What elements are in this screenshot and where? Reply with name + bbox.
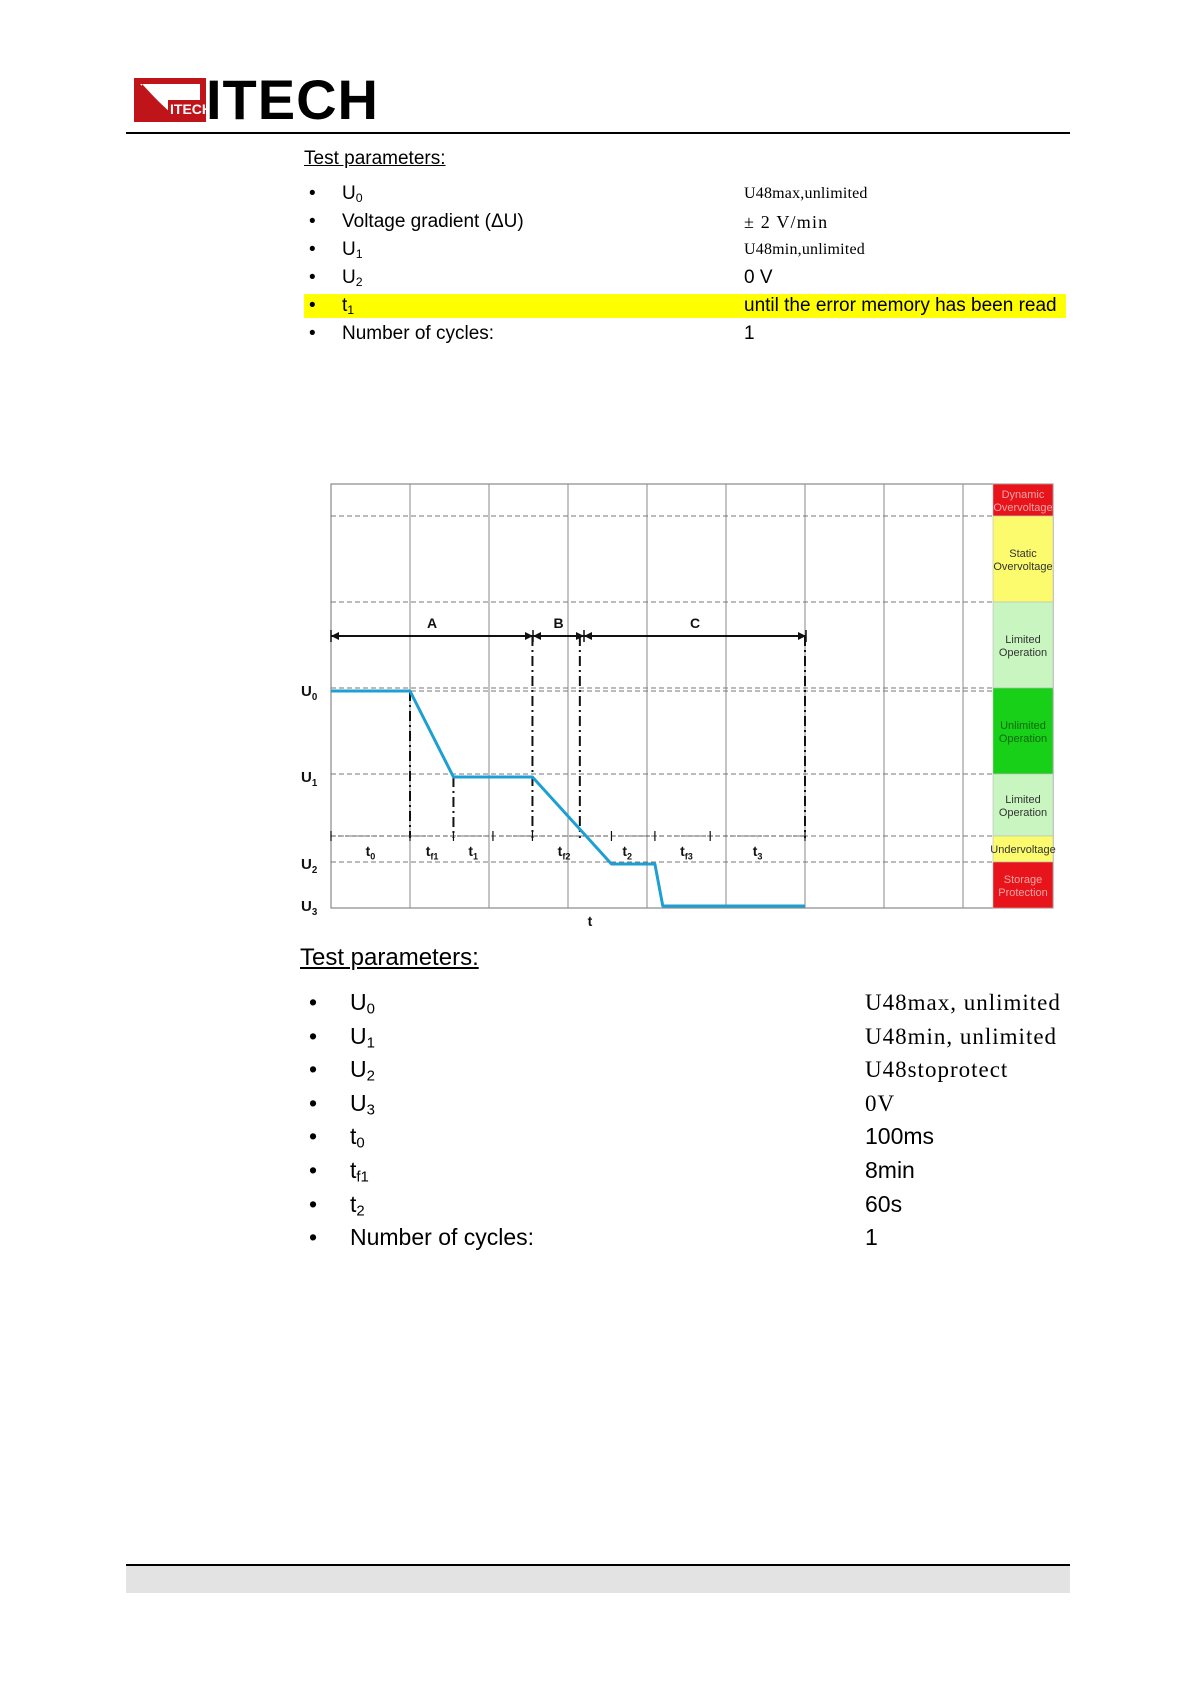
parameter-label-subscript: 1 — [347, 303, 355, 318]
zone-label: Limited — [1005, 794, 1041, 806]
parameter-value: until the error memory has been read — [744, 295, 1057, 316]
y-level-label: $U_2$ — [301, 856, 318, 876]
plot-frame — [331, 484, 1056, 908]
bullet-icon: • — [309, 295, 316, 316]
parameter-row — [304, 320, 1066, 348]
parameter-label-text: U — [342, 183, 356, 204]
parameter-label-subscript: 2 — [356, 1202, 365, 1220]
parameter-label-text: Voltage gradient (ΔU) — [342, 211, 524, 232]
zone-label: Overvoltage — [993, 561, 1053, 573]
voltage-profile-chart — [295, 478, 1065, 938]
bullet-icon: • — [309, 211, 316, 232]
bullet-icon: • — [309, 1156, 318, 1183]
y-level-label: $U_3$ — [301, 898, 318, 918]
parameter-label-text: U — [342, 267, 356, 288]
parameter-label-text: Number of cycles: — [350, 1224, 535, 1251]
bullet-icon: • — [309, 1190, 318, 1217]
parameter-label-text: U — [350, 1022, 367, 1049]
parameter-label — [350, 986, 375, 1019]
parameter-row — [304, 208, 1066, 236]
bullet-icon: • — [309, 183, 316, 204]
section1-title: Test parameters: — [304, 148, 446, 169]
time-segment-label: $t_0$ — [365, 843, 376, 862]
time-segment-label: $t_1$ — [468, 843, 479, 862]
parameter-row — [304, 1154, 1074, 1188]
parameter-label-subscript: 2 — [366, 1067, 375, 1085]
section1-parameter-list — [304, 180, 1066, 348]
parameter-label — [342, 236, 363, 264]
parameter-label — [350, 1221, 534, 1254]
bullet-icon: • — [309, 1056, 318, 1083]
parameter-row — [304, 1120, 1074, 1154]
parameter-label-text: Number of cycles: — [342, 323, 495, 344]
phase-label: C — [689, 615, 701, 631]
parameter-row — [304, 1020, 1074, 1054]
zone-label: Limited — [1005, 634, 1041, 646]
parameter-label — [350, 1020, 375, 1053]
parameter-value: U48min,unlimited — [744, 241, 865, 258]
y-level-label: $U_0$ — [301, 683, 318, 703]
logo-badge-text: ITECH — [170, 101, 212, 117]
parameter-value: U48max, unlimited — [865, 990, 1061, 1015]
parameter-label-text: U — [342, 239, 356, 260]
parameter-label-subscript: f1 — [356, 1168, 369, 1186]
parameter-label — [350, 1087, 375, 1120]
parameter-label-subscript: 0 — [355, 191, 363, 206]
parameter-label — [342, 292, 354, 320]
parameter-label — [350, 1154, 369, 1187]
parameter-label-text: U — [350, 989, 367, 1015]
bullet-icon: • — [309, 989, 318, 1015]
parameter-label — [350, 1053, 375, 1086]
parameter-row — [304, 292, 1066, 320]
parameter-row — [304, 236, 1066, 264]
bullet-icon: • — [309, 239, 316, 260]
zone-label: Operation — [998, 733, 1048, 745]
phase-label: A — [426, 615, 438, 631]
parameter-label — [342, 320, 494, 348]
parameter-label-subscript: 2 — [355, 275, 363, 290]
footer-band — [126, 1566, 1070, 1593]
parameter-label-subscript: 1 — [355, 247, 363, 262]
zone-label: Static — [1009, 548, 1037, 560]
parameter-value: 0 V — [744, 267, 773, 288]
bullet-icon: • — [309, 1089, 318, 1116]
parameter-row — [304, 180, 1066, 208]
parameter-label-text: t — [350, 1190, 357, 1217]
bullet-icon: • — [309, 1123, 318, 1150]
parameter-value: 0V — [865, 1090, 896, 1116]
itech-logo-mark-icon — [134, 78, 212, 122]
parameter-row — [304, 1053, 1074, 1087]
section2-parameter-list — [304, 986, 1074, 1255]
zone-label: Dynamic — [1001, 489, 1045, 501]
zone-label: Undervoltage — [990, 844, 1056, 856]
zone-label: Overvoltage — [993, 502, 1053, 514]
section2-title: Test parameters: — [300, 944, 479, 971]
parameter-label-subscript: 1 — [366, 1034, 375, 1052]
parameter-value: U48stoprotect — [865, 1057, 1009, 1083]
itech-logo — [134, 68, 379, 131]
bullet-icon: • — [309, 267, 316, 288]
parameter-value: 1 — [865, 1224, 878, 1251]
parameter-label — [350, 1188, 365, 1221]
parameter-value: 100ms — [865, 1123, 935, 1150]
parameter-label-subscript: 0 — [356, 1135, 365, 1153]
parameter-label — [342, 264, 363, 292]
logo-wordmark: ITECH — [206, 68, 379, 131]
x-axis-label: t — [587, 913, 593, 929]
phase-label: B — [553, 615, 564, 631]
zone-label: Storage — [1003, 874, 1043, 886]
parameter-row — [304, 1087, 1074, 1121]
time-segment-label: $t_{f2}$ — [557, 843, 571, 862]
parameter-row — [304, 1221, 1074, 1255]
parameter-value: 60s — [865, 1190, 903, 1217]
bullet-icon: • — [309, 1022, 318, 1049]
zone-label: Operation — [998, 647, 1048, 659]
parameter-label-text: t — [350, 1156, 357, 1183]
parameter-label-text: U — [350, 1089, 367, 1116]
time-segment-label: $t_2$ — [622, 843, 633, 862]
parameter-label-subscript: 3 — [366, 1101, 375, 1119]
parameter-label — [350, 1120, 365, 1153]
parameter-row — [304, 986, 1074, 1020]
time-segment-label: $t_{f3}$ — [680, 843, 693, 862]
zone-label: Protection — [998, 887, 1048, 899]
zone-label: Unlimited — [1000, 720, 1046, 732]
parameter-label-text: U — [350, 1056, 367, 1083]
time-segment-label: $t_{f1}$ — [425, 843, 439, 862]
parameter-row — [304, 264, 1066, 292]
parameter-label-subscript: 0 — [366, 1000, 375, 1018]
time-segment-label: $t_3$ — [752, 843, 763, 862]
parameter-label-text: t — [342, 295, 348, 316]
parameter-value: ± 2 V/min — [744, 212, 829, 232]
zone-label: Operation — [998, 807, 1048, 819]
parameter-row — [304, 1188, 1074, 1222]
bullet-icon: • — [309, 1224, 318, 1251]
parameter-label — [342, 208, 524, 236]
y-level-label: $U_1$ — [301, 769, 318, 789]
parameter-value: U48max,unlimited — [744, 185, 868, 202]
bullet-icon: • — [309, 323, 316, 344]
parameter-label — [342, 180, 363, 208]
parameter-label-text: t — [350, 1123, 357, 1150]
parameter-value: U48min, unlimited — [865, 1023, 1058, 1049]
parameter-value: 8min — [865, 1156, 915, 1183]
header-rule — [126, 132, 1070, 134]
parameter-value: 1 — [744, 323, 755, 344]
